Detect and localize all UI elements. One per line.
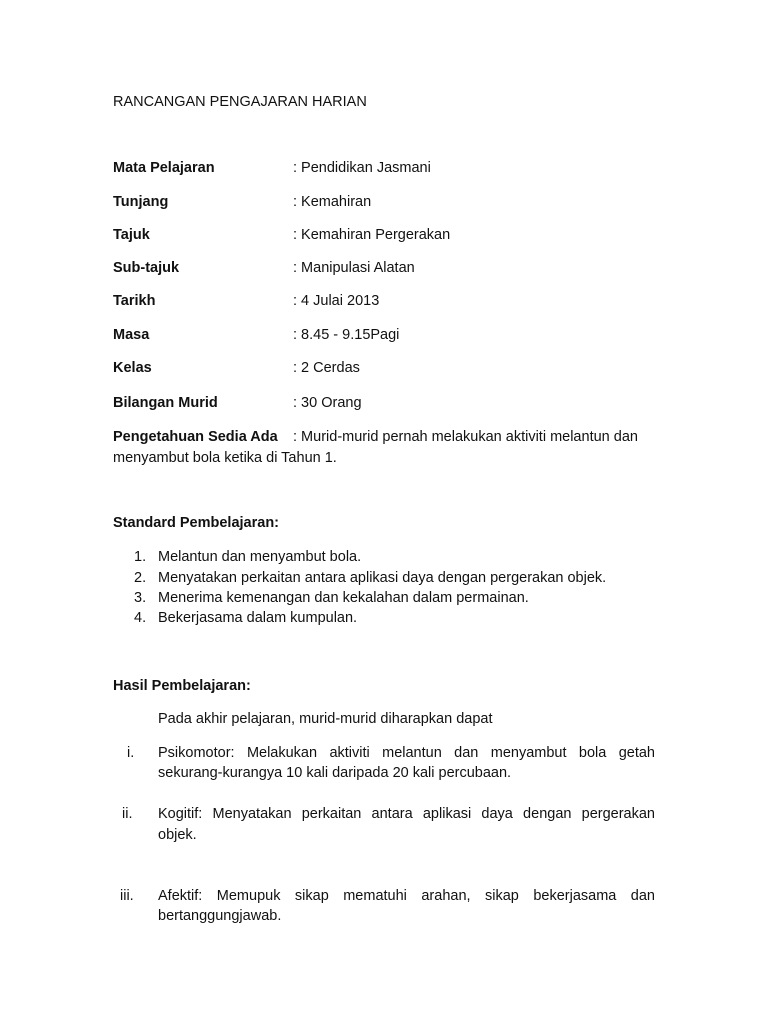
outcome-item-number: iii. [120, 888, 134, 904]
outcome-item-line1: Psikomotor: Melakukan aktiviti melantun dan menyambut bola getah [158, 745, 655, 761]
field-value-date: : 4 Julai 2013 [293, 293, 380, 309]
outcome-item-number: ii. [122, 806, 133, 822]
field-value-class: : 2 Cerdas [293, 360, 360, 376]
standard-item-number: 4. [134, 610, 147, 626]
field-label-date: Tarikh [113, 293, 156, 309]
field-value-pupils: : 30 Orang [293, 395, 362, 411]
standard-item-number: 2. [134, 570, 147, 586]
outcome-item-line1: Kogitif: Menyatakan perkaitan antara aplikasi daya dengan pergerakan [158, 806, 655, 822]
document-title: RANCANGAN PENGAJARAN HARIAN [113, 94, 367, 110]
outcome-item-line2: sekurang-kurangya 10 kali daripada 20 kali percubaan. [158, 765, 512, 781]
standard-heading: Standard Pembelajaran: [113, 515, 279, 531]
standard-item-text: Melantun dan menyambut bola. [158, 549, 362, 565]
field-label-class: Kelas [113, 360, 152, 376]
outcome-item-line1: Afektif: Memupuk sikap mematuhi arahan, sikap bekerjasama dan [158, 888, 655, 904]
field-label-time: Masa [113, 327, 150, 343]
field-label-subject: Mata Pelajaran [113, 160, 215, 176]
outcomes-heading: Hasil Pembelajaran: [113, 678, 251, 694]
prior-knowledge-label: Pengetahuan Sedia Ada [113, 429, 278, 445]
field-label-subtopic: Sub-tajuk [113, 260, 180, 276]
field-value-core: : Kemahiran [293, 194, 372, 210]
outcome-item-line2: bertanggungjawab. [158, 908, 282, 924]
outcome-item-line2: objek. [158, 827, 197, 843]
field-label-topic: Tajuk [113, 227, 150, 243]
field-label-core: Tunjang [113, 194, 169, 210]
field-value-subtopic: : Manipulasi Alatan [293, 260, 415, 276]
outcome-item-number: i. [127, 745, 135, 761]
standard-item-number: 1. [134, 549, 147, 565]
outcomes-intro: Pada akhir pelajaran, murid-murid diharapkan dapat [158, 711, 493, 727]
field-value-time: : 8.45 - 9.15Pagi [293, 327, 400, 343]
prior-knowledge-line1: : Murid-murid pernah melakukan aktiviti melantun dan [293, 429, 638, 445]
standard-item-text: Menyatakan perkaitan antara aplikasi daya dengan pergerakan objek. [158, 570, 607, 586]
field-value-subject: : Pendidikan Jasmani [293, 160, 431, 176]
prior-knowledge-line2: menyambut bola ketika di Tahun 1. [113, 450, 337, 466]
standard-item-text: Bekerjasama dalam kumpulan. [158, 610, 358, 626]
standard-item-number: 3. [134, 590, 147, 606]
standard-item-text: Menerima kemenangan dan kekalahan dalam permainan. [158, 590, 529, 606]
field-label-pupils: Bilangan Murid [113, 395, 218, 411]
field-value-topic: : Kemahiran Pergerakan [293, 227, 451, 243]
